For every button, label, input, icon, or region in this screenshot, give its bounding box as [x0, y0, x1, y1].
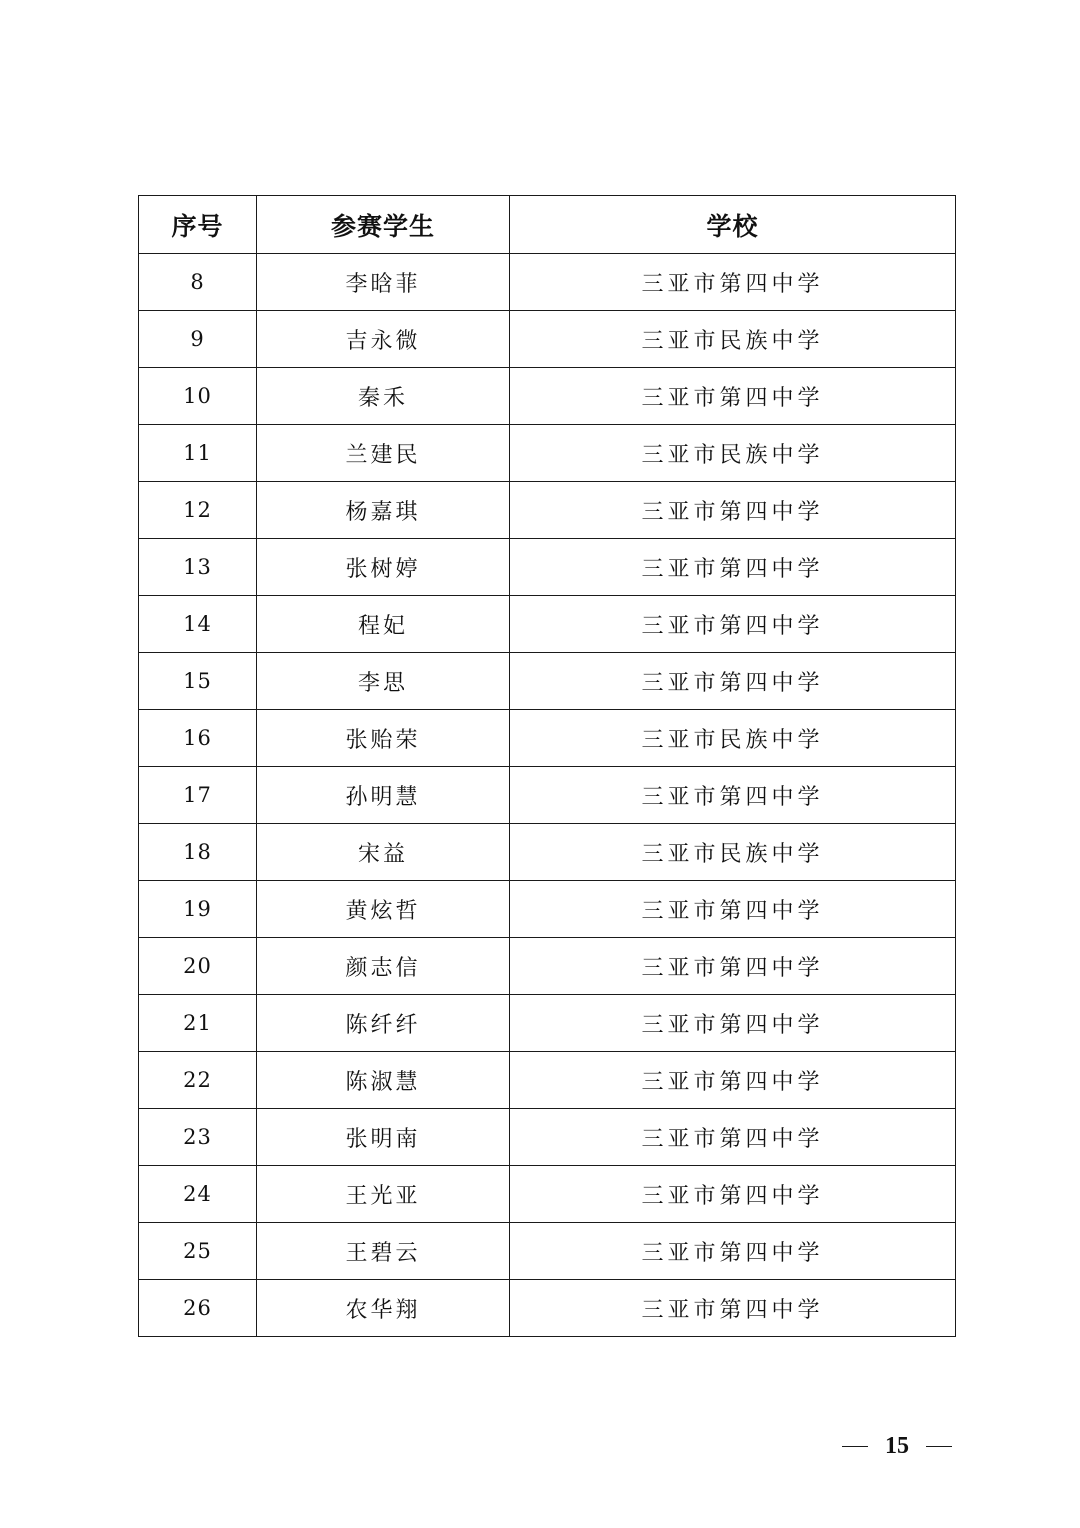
- page-footer: [842, 1430, 952, 1462]
- page-dash-left: [842, 1446, 868, 1447]
- cell-school: 三亚市民族中学: [510, 425, 956, 482]
- cell-student: 杨嘉琪: [257, 482, 510, 539]
- page-dash-right: [926, 1446, 952, 1447]
- table-row: [139, 1223, 956, 1280]
- cell-index: 10: [139, 368, 257, 425]
- table-row: [139, 710, 956, 767]
- table-row: [139, 767, 956, 824]
- header-index: 序号: [139, 196, 257, 254]
- table-row: [139, 1280, 956, 1337]
- table-row: [139, 596, 956, 653]
- cell-school: 三亚市第四中学: [510, 938, 956, 995]
- cell-student: 颜志信: [257, 938, 510, 995]
- cell-index: 23: [139, 1109, 257, 1166]
- table-row: [139, 368, 956, 425]
- cell-student: 张树婷: [257, 539, 510, 596]
- cell-school: 三亚市第四中学: [510, 482, 956, 539]
- cell-school: 三亚市第四中学: [510, 1280, 956, 1337]
- cell-school: 三亚市第四中学: [510, 254, 956, 311]
- header-row: [139, 196, 956, 254]
- cell-student: 陈纤纤: [257, 995, 510, 1052]
- cell-student: 兰建民: [257, 425, 510, 482]
- cell-index: 19: [139, 881, 257, 938]
- header-student: 参赛学生: [257, 196, 510, 254]
- table-row: [139, 1109, 956, 1166]
- cell-student: 王光亚: [257, 1166, 510, 1223]
- header-school: 学校: [510, 196, 956, 254]
- cell-school: 三亚市第四中学: [510, 1109, 956, 1166]
- cell-school: 三亚市民族中学: [510, 311, 956, 368]
- cell-index: 13: [139, 539, 257, 596]
- cell-index: 11: [139, 425, 257, 482]
- cell-index: 15: [139, 653, 257, 710]
- cell-student: 张贻荣: [257, 710, 510, 767]
- table-row: [139, 995, 956, 1052]
- cell-index: 17: [139, 767, 257, 824]
- cell-student: 张明南: [257, 1109, 510, 1166]
- cell-index: 8: [139, 254, 257, 311]
- cell-school: 三亚市第四中学: [510, 1223, 956, 1280]
- cell-school: 三亚市第四中学: [510, 1166, 956, 1223]
- table-row: [139, 482, 956, 539]
- cell-school: 三亚市第四中学: [510, 368, 956, 425]
- cell-school: 三亚市第四中学: [510, 881, 956, 938]
- table-row: [139, 311, 956, 368]
- cell-school: 三亚市民族中学: [510, 710, 956, 767]
- cell-index: 25: [139, 1223, 257, 1280]
- cell-student: 程妃: [257, 596, 510, 653]
- cell-index: 20: [139, 938, 257, 995]
- cell-school: 三亚市民族中学: [510, 824, 956, 881]
- page-number: 15: [885, 1432, 909, 1459]
- cell-index: 16: [139, 710, 257, 767]
- cell-index: 12: [139, 482, 257, 539]
- table-header: [139, 196, 956, 254]
- cell-index: 22: [139, 1052, 257, 1109]
- cell-student: 秦禾: [257, 368, 510, 425]
- cell-index: 9: [139, 311, 257, 368]
- cell-index: 14: [139, 596, 257, 653]
- table-row: [139, 254, 956, 311]
- table-row: [139, 1052, 956, 1109]
- cell-student: 王碧云: [257, 1223, 510, 1280]
- participant-table: [138, 195, 956, 1337]
- cell-school: 三亚市第四中学: [510, 1052, 956, 1109]
- table-row: [139, 938, 956, 995]
- cell-school: 三亚市第四中学: [510, 767, 956, 824]
- table-row: [139, 1166, 956, 1223]
- cell-student: 吉永微: [257, 311, 510, 368]
- cell-index: 24: [139, 1166, 257, 1223]
- cell-student: 陈淑慧: [257, 1052, 510, 1109]
- cell-student: 黄炫哲: [257, 881, 510, 938]
- table-row: [139, 653, 956, 710]
- table-row: [139, 824, 956, 881]
- cell-student: 李思: [257, 653, 510, 710]
- table-row: [139, 425, 956, 482]
- cell-index: 18: [139, 824, 257, 881]
- cell-student: 宋益: [257, 824, 510, 881]
- cell-index: 21: [139, 995, 257, 1052]
- cell-school: 三亚市第四中学: [510, 653, 956, 710]
- table-body: [139, 254, 956, 1337]
- cell-student: 农华翔: [257, 1280, 510, 1337]
- cell-school: 三亚市第四中学: [510, 995, 956, 1052]
- cell-index: 26: [139, 1280, 257, 1337]
- cell-school: 三亚市第四中学: [510, 539, 956, 596]
- cell-student: 孙明慧: [257, 767, 510, 824]
- table-row: [139, 881, 956, 938]
- cell-student: 李晗菲: [257, 254, 510, 311]
- table-row: [139, 539, 956, 596]
- cell-school: 三亚市第四中学: [510, 596, 956, 653]
